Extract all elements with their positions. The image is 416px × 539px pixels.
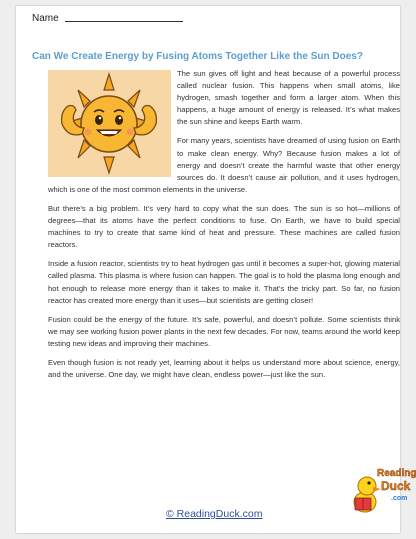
- name-row: [32, 13, 183, 24]
- paragraph-3: But there’s a big problem. It’s very hard to copy what the sun does. The sun is so hot—millions of degrees—that its atoms have the perfect conditions to fuse. On Earth, we have to build special machines to try to create that same kind of heat and pressure. These machines are called fusion reactors.: [48, 203, 400, 250]
- readingduck-logo[interactable]: [351, 462, 416, 516]
- name-blank-line[interactable]: [65, 20, 183, 22]
- paragraph-1: The sun gives off light and heat because of a powerful process called nuclear fusion. This happens when small atoms, like hydrogen, smash together and form a larger atom. When this happens, a huge amount of energy is released. It’s what makes the sun shine and keeps Earth warm.: [177, 69, 400, 127]
- worksheet-page: [16, 6, 416, 533]
- flexing-sun-icon: [48, 70, 171, 177]
- sun-illustration: [48, 70, 171, 177]
- readingduck-link[interactable]: © ReadingDuck.com: [166, 508, 263, 520]
- name-label: Name: [32, 13, 59, 24]
- paragraph-4: Inside a fusion reactor, scientists try to heat hydrogen gas until it becomes a super-hot, glowing material called plasma. This plasma is where fusion can happen. The goal is to hold the plasma long enough and hot enough to release more energy than it takes to make it. That’s the tricky part. So far, no fusion reactor has created more energy than it uses—but scientists are getting closer!: [48, 259, 400, 305]
- paragraph-6: Even though fusion is not ready yet, learning about it helps us understand more about science, energy, and the universe. One day, we might have clean, endless power—just like the sun.: [48, 357, 400, 380]
- worksheet-title: Can We Create Energy by Fusing Atoms Together Like the Sun Does?: [32, 51, 363, 62]
- logo-text-com: .com: [391, 495, 408, 502]
- paragraph-5: Fusion could be the energy of the future. It’s safe, powerful, and doesn’t pollute. Some scientists think we may see working fusion power plants in the next few decades. For now, teams around the world keep testing new ideas and improving their machines.: [48, 314, 400, 348]
- article-body: [48, 68, 400, 388]
- logo-text-reading: Reading: [377, 468, 416, 479]
- logo-text-duck: Duck: [381, 479, 411, 493]
- paragraph-2: For many years, scientists have dreamed of using fusion on Earth to make clean energy. Why? Because fusion makes a lot of energy and doesn’t create the harmful waste that other energy sources do. It doesn’t cause air pollution, and it uses hydrogen, which is one of the most common elements in the universe.: [48, 136, 400, 194]
- duck-logo-icon: [351, 462, 416, 516]
